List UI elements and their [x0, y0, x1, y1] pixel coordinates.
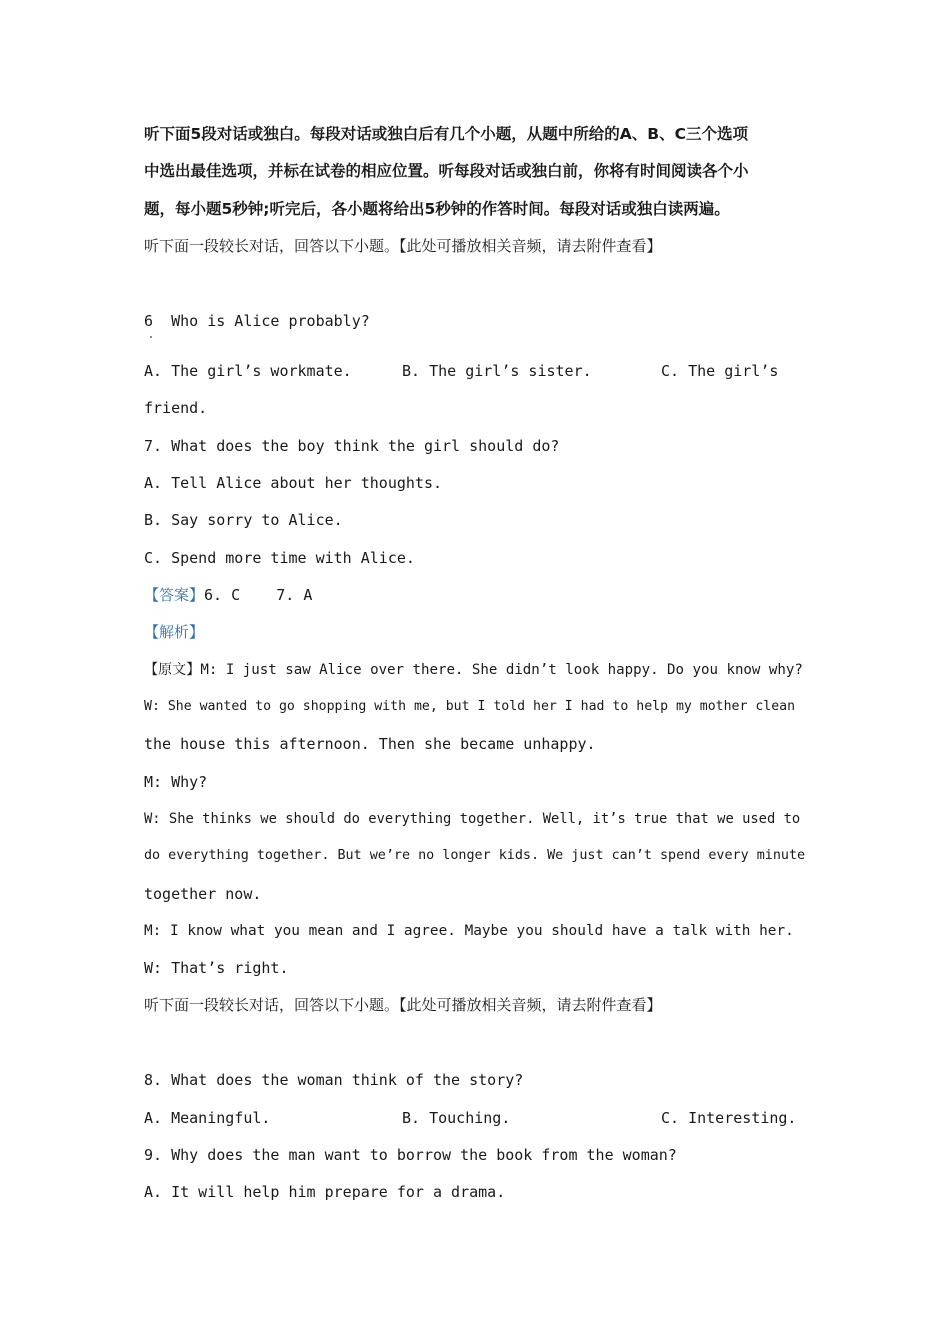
- q9-option-a: A. It will help him prepare for a drama.: [144, 1183, 506, 1201]
- transcript-label: 【原文】: [144, 662, 201, 678]
- answer-label: 【答案】: [144, 586, 205, 604]
- q6-option-c-continued: friend.: [144, 399, 208, 417]
- q7-option-c: C. Spend more time with Alice.: [144, 549, 415, 567]
- answer-line: [144, 585, 312, 605]
- transcript-line-5: W: She thinks we should do everything together. Well, it’s true that we used to: [144, 811, 801, 827]
- section2-intro: 听下面一段较长对话，回答以下小题。【此处可播放相关音频，请去附件查看】: [144, 996, 662, 1014]
- transcript-line-6: do everything together. But we’re no longer kids. We just can’t spend every minute: [144, 848, 806, 863]
- transcript-line-9: W: That’s right.: [144, 959, 289, 977]
- q7-stem: 7. What does the boy think the girl should do?: [144, 437, 560, 455]
- q8-stem: 8. What does the woman think of the story?: [144, 1071, 524, 1089]
- q7-option-a: A. Tell Alice about her thoughts.: [144, 474, 443, 492]
- q8-option-c: C. Interesting.: [661, 1109, 797, 1127]
- q6-option-c: C. The girl’s: [661, 362, 779, 380]
- q7-option-b: B. Say sorry to Alice.: [144, 511, 343, 529]
- stray-dot: [150, 336, 152, 338]
- instructions-line-2: 中选出最佳选项，并标在试卷的相应位置。听每段对话或独白前，你将有时间阅读各个小: [144, 162, 749, 180]
- answer-text: 6. C 7. A: [204, 586, 313, 604]
- transcript-line-1: [144, 660, 803, 680]
- instructions-line-3: 题，每小题5秒钟;听完后，各小题将给出5秒钟的作答时间。每段对话或独白读两遍。: [144, 200, 730, 218]
- transcript-line-3: the house this afternoon. Then she became unhappy.: [144, 735, 596, 753]
- transcript-text-1: M: I just saw Alice over there. She didn’t look happy. Do you know why?: [200, 662, 803, 678]
- transcript-line-2: W: She wanted to go shopping with me, but I told her I had to help my mother clean: [144, 699, 796, 714]
- q6-stem: 6 Who is Alice probably?: [144, 312, 370, 330]
- transcript-line-7: together now.: [144, 885, 262, 903]
- analysis-label: 【解析】: [144, 623, 205, 641]
- section1-intro: 听下面一段较长对话，回答以下小题。【此处可播放相关音频，请去附件查看】: [144, 237, 662, 255]
- q6-option-a: A. The girl’s workmate.: [144, 362, 352, 380]
- q6-option-b: B. The girl’s sister.: [402, 362, 592, 380]
- instructions-line-1: 听下面5段对话或独白。每段对话或独白后有几个小题，从题中所给的A、B、C三个选项: [144, 125, 748, 143]
- q8-option-b: B. Touching.: [402, 1109, 511, 1127]
- q8-option-a: A. Meaningful.: [144, 1109, 271, 1127]
- q9-stem: 9. Why does the man want to borrow the book from the woman?: [144, 1146, 677, 1164]
- transcript-line-8: M: I know what you mean and I agree. Maybe you should have a talk with her.: [144, 923, 794, 939]
- transcript-line-4: M: Why?: [144, 773, 208, 791]
